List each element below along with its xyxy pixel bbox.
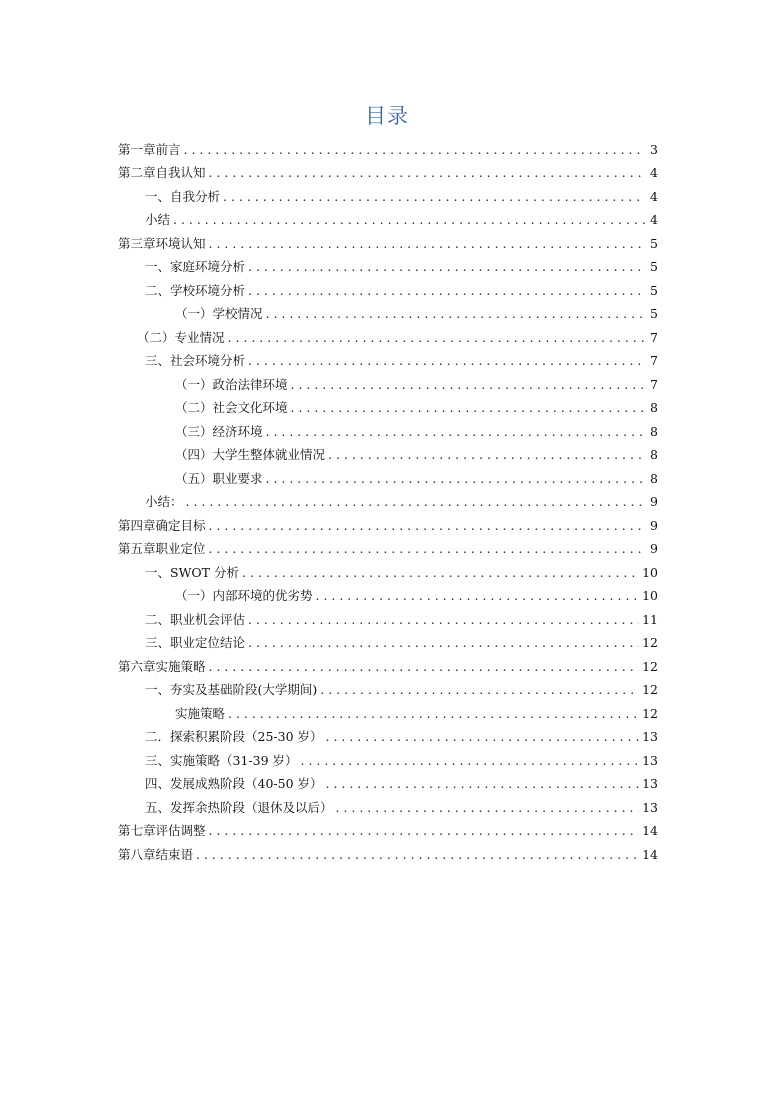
dot-leader <box>196 846 639 864</box>
toc-entry[interactable] <box>118 558 658 582</box>
toc-entry[interactable] <box>118 605 658 629</box>
toc-entry-page-number: 7 <box>650 329 658 345</box>
toc-entry[interactable] <box>118 229 658 253</box>
toc-entry-page-number: 12 <box>642 682 658 697</box>
toc-entry[interactable] <box>118 370 658 394</box>
dot-leader <box>326 728 640 746</box>
dot-leader <box>209 540 645 558</box>
toc-entry-page-number: 4 <box>650 188 658 204</box>
toc-entry-page-number: 7 <box>650 353 658 368</box>
toc-entry-page-number: 5 <box>650 235 658 251</box>
toc-entry-page-number: 5 <box>650 259 658 274</box>
toc-entry[interactable] <box>118 206 658 230</box>
toc-entry-label: 第一章前言 <box>118 141 181 157</box>
toc-entry[interactable] <box>118 817 658 841</box>
dot-leader <box>328 446 645 464</box>
dot-leader <box>223 188 645 206</box>
toc-title: 目录 <box>365 104 409 128</box>
toc-entry-label: （一）政治法律环境 <box>175 376 288 392</box>
dot-leader <box>242 564 639 582</box>
dot-leader <box>228 705 639 723</box>
toc-entry-page-number: 11 <box>642 611 658 627</box>
toc-entry-label: 二、职业机会评估 <box>145 611 246 627</box>
dot-leader <box>228 329 645 347</box>
toc-entry-label: （二）社会文化环境 <box>175 400 288 415</box>
toc-entry-label: （一）内部环境的优劣势 <box>175 588 313 603</box>
toc-entry-page-number: 8 <box>650 423 658 439</box>
toc-entry-page-number: 10 <box>642 564 658 580</box>
dot-leader <box>248 611 639 629</box>
toc-entry[interactable] <box>118 417 658 441</box>
toc-entry[interactable] <box>118 300 658 324</box>
toc-entry[interactable] <box>118 535 658 559</box>
toc-entry[interactable] <box>118 135 658 159</box>
dot-leader <box>209 164 645 182</box>
toc-entry[interactable] <box>118 652 658 676</box>
toc-entry-label: 一、SWOT 分析 <box>145 564 239 580</box>
toc-entry[interactable] <box>118 840 658 864</box>
toc-entry-label: 四、发展成熟阶段（40-50 岁） <box>145 776 323 791</box>
toc-entry[interactable] <box>118 441 658 465</box>
toc-entry-label: （二）专业情况 <box>137 329 225 345</box>
toc-entry[interactable] <box>118 629 658 653</box>
toc-entry-page-number: 13 <box>642 752 658 768</box>
toc-entry-label: 二、学校环境分析 <box>145 282 246 298</box>
toc-entry-page-number: 8 <box>650 470 658 486</box>
toc-entry[interactable] <box>118 276 658 300</box>
toc-entry-label: 小结： <box>145 494 183 509</box>
toc-entry[interactable] <box>118 511 658 535</box>
toc-entry-label: 第六章实施策略 <box>118 658 206 674</box>
toc-entry-label: 第七章评估调整 <box>118 823 206 838</box>
toc-entry[interactable] <box>118 793 658 817</box>
toc-entry-page-number: 4 <box>650 165 658 180</box>
dot-leader <box>320 681 639 699</box>
dot-leader <box>248 258 645 276</box>
toc-entry-label: 一、自我分析 <box>145 188 221 204</box>
dot-leader <box>209 658 640 676</box>
toc-entry[interactable] <box>118 159 658 183</box>
toc-entry-label: （一）学校情况 <box>175 306 263 321</box>
toc-entry-page-number: 10 <box>642 588 658 603</box>
toc-entry-label: 五、发挥余热阶段（退休及以后） <box>145 799 333 815</box>
toc-entry-label: （三）经济环境 <box>175 423 263 439</box>
dot-leader <box>326 775 640 793</box>
toc-entry-page-number: 13 <box>642 776 658 791</box>
toc-entry-label: 三、实施策略（31-39 岁） <box>145 752 298 768</box>
dot-leader <box>316 587 640 605</box>
dot-leader <box>266 305 645 323</box>
toc-entry-label: （四）大学生整体就业情况 <box>175 447 326 462</box>
toc-entry-page-number: 13 <box>642 799 658 815</box>
toc-entry[interactable] <box>118 676 658 700</box>
toc-entry-label: 三、社会环境分析 <box>145 353 246 368</box>
dot-leader <box>248 634 639 652</box>
toc-entry-label: 三、职业定位结论 <box>145 635 246 650</box>
dot-leader <box>209 822 640 840</box>
dot-leader <box>266 470 645 488</box>
toc-entry-page-number: 7 <box>650 376 658 392</box>
toc-entry-page-number: 9 <box>650 541 658 556</box>
table-of-contents <box>118 135 658 864</box>
toc-entry-label: 第二章自我认知 <box>118 165 206 180</box>
dot-leader <box>209 235 645 253</box>
toc-entry-label: 实施策略 <box>175 705 226 721</box>
toc-entry-page-number: 9 <box>650 494 658 509</box>
toc-entry[interactable] <box>118 582 658 606</box>
toc-entry-page-number: 9 <box>650 517 658 533</box>
toc-entry[interactable] <box>118 394 658 418</box>
toc-entry-page-number: 12 <box>642 635 658 650</box>
dot-leader <box>336 799 640 817</box>
toc-entry-page-number: 12 <box>642 705 658 721</box>
toc-entry-label: 一、家庭环境分析 <box>145 259 246 274</box>
toc-entry-page-number: 3 <box>650 141 658 157</box>
dot-leader <box>301 752 640 770</box>
dot-leader <box>209 517 645 535</box>
dot-leader <box>291 399 645 417</box>
dot-leader <box>248 352 645 370</box>
toc-entry[interactable] <box>118 746 658 770</box>
toc-entry-label: （五）职业要求 <box>175 470 263 486</box>
toc-entry-label: 第五章职业定位 <box>118 541 206 556</box>
toc-entry-label: 第三章环境认知 <box>118 235 206 251</box>
toc-entry[interactable] <box>118 770 658 794</box>
toc-entry-page-number: 13 <box>642 729 658 744</box>
dot-leader <box>184 141 645 159</box>
toc-entry[interactable] <box>118 723 658 747</box>
dot-leader <box>173 211 645 229</box>
toc-entry-label: 第八章结束语 <box>118 846 194 862</box>
toc-entry[interactable] <box>118 323 658 347</box>
toc-entry[interactable] <box>118 182 658 206</box>
toc-entry-page-number: 14 <box>642 823 658 838</box>
toc-entry[interactable] <box>118 488 658 512</box>
toc-entry[interactable] <box>118 464 658 488</box>
toc-entry[interactable] <box>118 253 658 277</box>
toc-entry-page-number: 14 <box>642 846 658 862</box>
toc-entry-label: 第四章确定目标 <box>118 517 206 533</box>
toc-entry-page-number: 5 <box>650 306 658 321</box>
toc-entry-page-number: 5 <box>650 282 658 298</box>
dot-leader <box>291 376 645 394</box>
toc-entry-label: 小结 <box>145 212 171 227</box>
dot-leader <box>248 282 645 300</box>
toc-entry[interactable] <box>118 699 658 723</box>
toc-entry-page-number: 12 <box>642 658 658 674</box>
toc-entry[interactable] <box>118 347 658 371</box>
dot-leader <box>186 493 645 511</box>
toc-entry-page-number: 8 <box>650 400 658 415</box>
dot-leader <box>266 423 645 441</box>
toc-entry-page-number: 8 <box>650 447 658 462</box>
toc-entry-page-number: 4 <box>650 212 658 227</box>
toc-entry-label: 二．探索积累阶段（25-30 岁） <box>145 729 323 744</box>
toc-entry-label: 一、夯实及基础阶段(大学期间) <box>145 682 318 697</box>
